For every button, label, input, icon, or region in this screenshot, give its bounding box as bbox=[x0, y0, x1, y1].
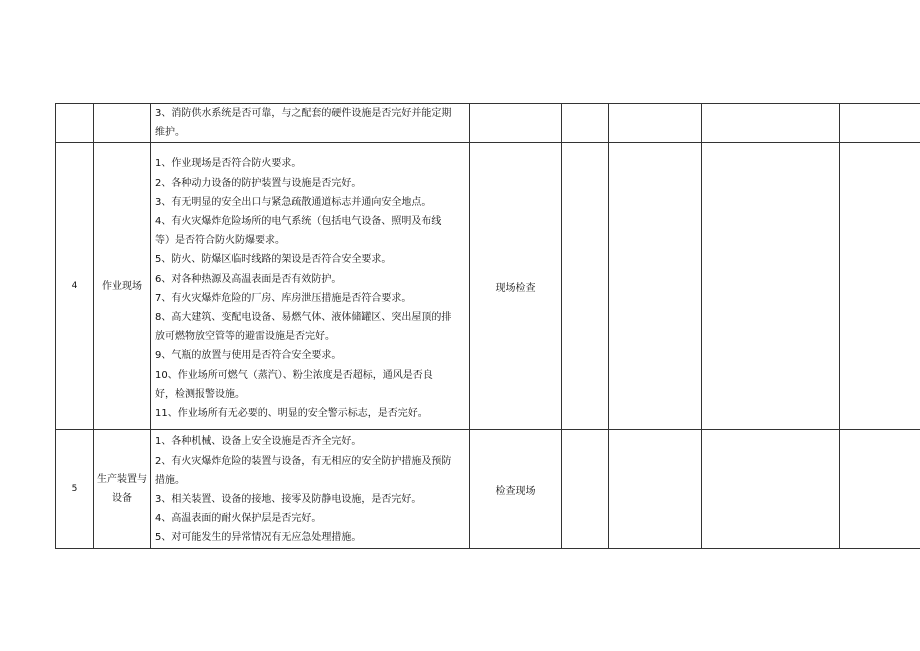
empty-cell bbox=[702, 143, 840, 430]
content-line: 2、各种动力设备的防护装置与设施是否完好。 bbox=[155, 177, 362, 189]
inspection-content bbox=[151, 430, 470, 548]
inspection-item bbox=[94, 430, 151, 548]
empty-cell bbox=[609, 143, 702, 430]
content-line: 维护。 bbox=[155, 127, 185, 139]
content-line: 11、作业场所有无必要的、明显的安全警示标志，是否完好。 bbox=[155, 408, 428, 420]
table-row bbox=[56, 143, 920, 430]
content-line: 3、相关装置、设备的接地、接零及防静电设施，是否完好。 bbox=[155, 494, 422, 506]
row-number bbox=[56, 104, 94, 143]
inspection-item bbox=[94, 104, 151, 143]
content-line: 5、对可能发生的异常情况有无应急处理措施。 bbox=[155, 532, 362, 544]
row-number: 5 bbox=[56, 430, 94, 548]
content-line: 5、防火、防爆区临时线路的架设是否符合安全要求。 bbox=[155, 254, 392, 266]
content-line: 7、有火灾爆炸危险的厂房、库房泄压措施是否符合要求。 bbox=[155, 292, 412, 304]
content-line: 放可燃物放空管等的避雷设施是否完好。 bbox=[155, 331, 335, 343]
content-line: 8、高大建筑、变配电设备、易燃气体、液体储罐区、突出屋顶的排 bbox=[155, 312, 452, 324]
inspection-table bbox=[55, 103, 920, 549]
content-line: 2、有火灾爆炸危险的装置与设备，有无相应的安全防护措施及预防 bbox=[155, 455, 452, 467]
inspection-content bbox=[151, 104, 470, 143]
table-row bbox=[56, 104, 920, 143]
empty-cell bbox=[562, 430, 609, 548]
content-line: 6、对各种热源及高温表面是否有效防护。 bbox=[155, 273, 342, 285]
content-line: 1、作业现场是否符合防火要求。 bbox=[155, 158, 302, 170]
inspection-method bbox=[470, 104, 562, 143]
empty-cell bbox=[840, 104, 920, 143]
inspection-method: 现场检查 bbox=[470, 143, 562, 430]
content-line: 3、有无明显的安全出口与紧急疏散通道标志并通向安全地点。 bbox=[155, 196, 432, 208]
empty-cell bbox=[609, 104, 702, 143]
inspection-content bbox=[151, 143, 470, 430]
empty-cell bbox=[562, 104, 609, 143]
content-line: 10、作业场所可燃气（蒸汽）、粉尘浓度是否超标，通风是否良 bbox=[155, 369, 433, 381]
content-line: 4、有火灾爆炸危险场所的电气系统（包括电气设备、照明及布线 bbox=[155, 216, 442, 228]
table-row bbox=[56, 430, 920, 548]
empty-cell bbox=[609, 430, 702, 548]
content-line: 好，检测报警设施。 bbox=[155, 388, 245, 400]
row-number: 4 bbox=[56, 143, 94, 430]
content-line: 3、消防供水系统是否可靠，与之配套的硬件设施是否完好并能定期 bbox=[155, 108, 452, 119]
content-line: 等）是否符合防火防爆要求。 bbox=[155, 235, 285, 247]
empty-cell bbox=[840, 430, 920, 548]
content-line: 9、气瓶的放置与使用是否符合安全要求。 bbox=[155, 350, 342, 362]
empty-cell bbox=[702, 430, 840, 548]
inspection-item: 作业现场 bbox=[94, 143, 151, 430]
empty-cell bbox=[840, 143, 920, 430]
empty-cell bbox=[562, 143, 609, 430]
content-line: 4、高温表面的耐火保护层是否完好。 bbox=[155, 513, 322, 525]
content-line: 1、各种机械、设备上安全设施是否齐全完好。 bbox=[155, 436, 362, 448]
item-line: 生产装置与 bbox=[97, 474, 147, 486]
content-line: 措施。 bbox=[155, 474, 185, 486]
inspection-method: 检查现场 bbox=[470, 430, 562, 548]
item-line: 设备 bbox=[112, 493, 132, 505]
empty-cell bbox=[702, 104, 840, 143]
